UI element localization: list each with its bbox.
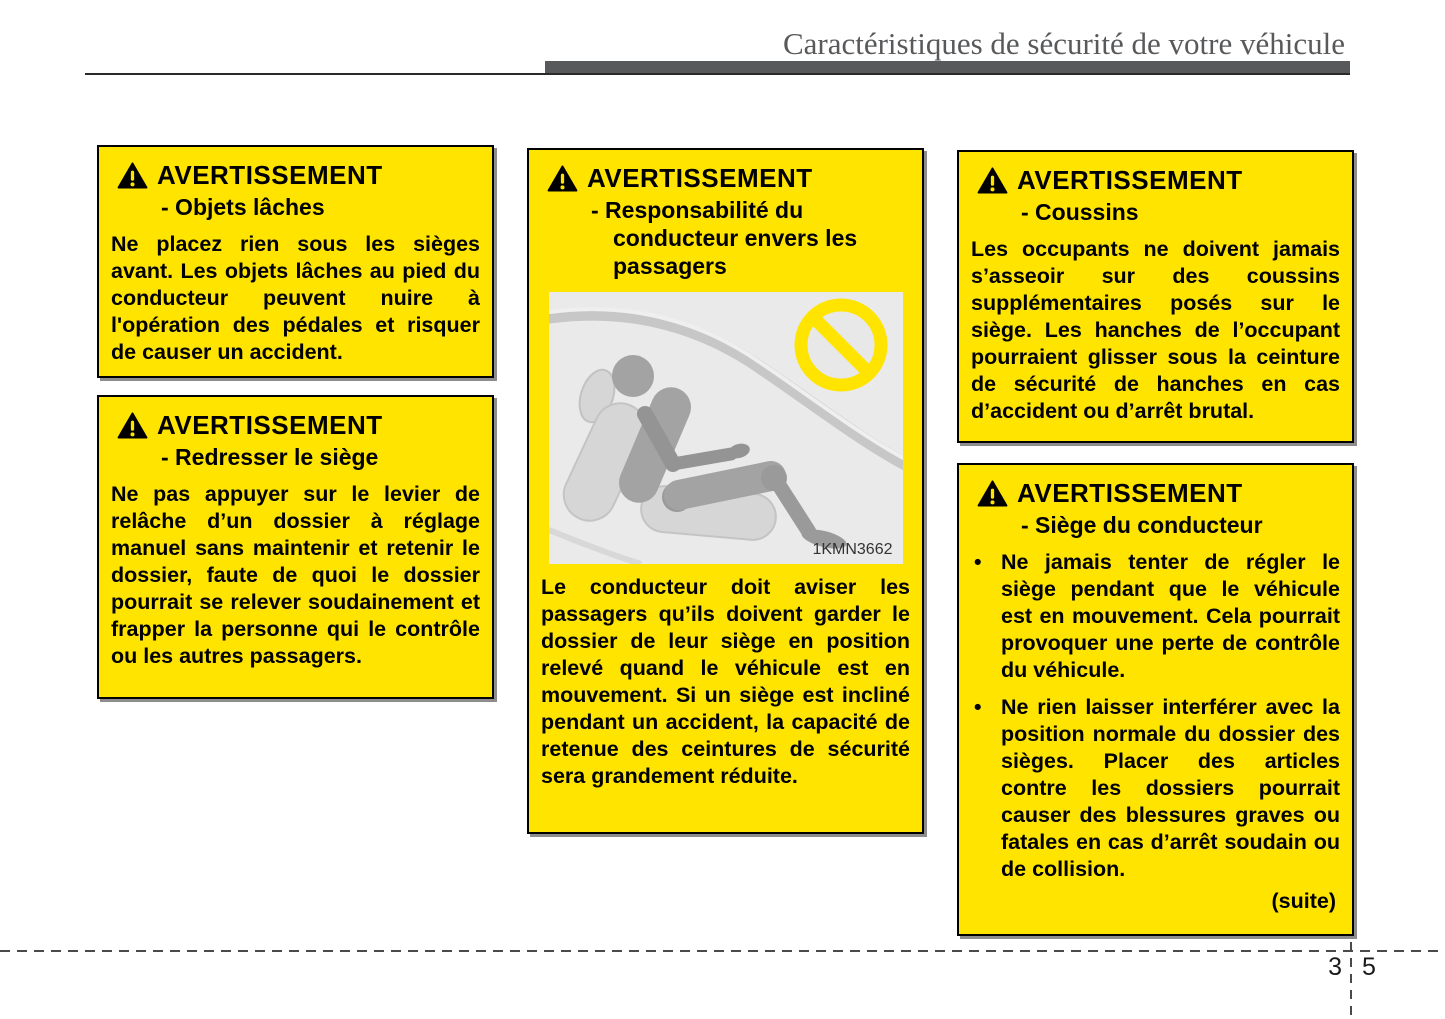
footer-section-number: 3 (1328, 953, 1342, 981)
warning-title: AVERTISSEMENT (1017, 478, 1243, 508)
footer-dashed-line-horizontal (0, 950, 1445, 952)
no-symbol-icon (801, 305, 881, 385)
warning-body: Ne placez rien sous les sièges avant. Les objets lâches au pied du conducteur peuvent nuire à l'opération des pédales et risquer de causer un accident. (111, 232, 480, 364)
warning-box-objets-laches (97, 145, 494, 378)
warning-triangle-icon (547, 165, 578, 192)
warning-body: Le conducteur doit aviser les passagers qu’ils doivent garder le dossier de leur siège en position relevé quand le véhicule est en mouvement. Si un siège est incliné pendant un accident, la capacité de retenue des ceintures de sécurité sera grandement réduite. (541, 575, 910, 788)
warning-subtitle: - Redresser le siège (161, 444, 379, 470)
warning-triangle-icon (977, 167, 1008, 194)
warning-heading (111, 409, 480, 441)
warning-heading (971, 477, 1340, 509)
warning-heading (541, 162, 910, 194)
warning-title: AVERTISSEMENT (587, 163, 813, 193)
warning-box-coussins (957, 150, 1354, 443)
warning-body: Les occupants ne doivent jamais s’asseoir sur des coussins supplémentaires posés sur le siège. Les hanches de l’occupant pourraient glisser sous la ceinture de sécurité de hanches en cas d’accident ou d’arrêt brutal. (971, 237, 1340, 423)
warning-body: Ne pas appuyer sur le levier de relâche d’un dossier à réglage manuel sans maintenir et retenir le dossier, faute de quoi le dossier pourrait se relever soudainement et frapper la personne qui le contrôle ou les autres passagers. (111, 482, 480, 668)
warning-title: AVERTISSEMENT (157, 410, 383, 440)
footer-dashed-line-vertical (1350, 942, 1352, 1019)
warning-subtitle: - Coussins (1021, 199, 1139, 225)
warning-subtitle: - Siège du conducteur (1021, 512, 1263, 538)
bullet-icon: • (974, 550, 982, 574)
bullet-item (971, 549, 1340, 684)
warning-subtitle: - Objets lâches (161, 194, 325, 220)
warning-bullet-text: Ne rien laisser interférer avec la position normale du dossier des sièges. Placer des articles contre les dossiers pourrait causer des blessures graves ou fatales en cas d’arrêt soudain ou de collision. (1001, 695, 1340, 881)
warning-box-redresser-siege (97, 395, 494, 699)
figure-code-caption: 1KMN3662 (812, 541, 893, 558)
warning-title: AVERTISSEMENT (1017, 165, 1243, 195)
bullet-item (971, 694, 1340, 883)
warning-box-responsabilite-conducteur (527, 148, 924, 834)
bullet-list (971, 549, 1340, 883)
bullet-icon: • (974, 695, 982, 719)
seat-recline-illustration (549, 292, 903, 564)
warning-bullet-text: Ne jamais tenter de régler le siège pendant que le véhicule est en mouvement. Cela pourrait provoquer une perte de contrôle du véhicule. (1001, 550, 1340, 682)
page-title: Caractéristiques de sécurité de votre véhicule (782, 26, 1345, 61)
warning-triangle-icon (117, 162, 148, 189)
footer-page-number: 5 (1362, 953, 1376, 981)
header-rule-line (85, 73, 1350, 75)
warning-heading (111, 159, 480, 191)
warning-triangle-icon (977, 480, 1008, 507)
warning-subtitle: - Responsabilité du conducteur envers les passagers (591, 197, 858, 279)
warning-title: AVERTISSEMENT (157, 160, 383, 190)
warning-triangle-icon (117, 412, 148, 439)
seat-recline-drawing (549, 292, 903, 564)
warning-heading (971, 164, 1340, 196)
continuation-marker: (suite) (1271, 889, 1336, 913)
warning-box-siege-conducteur (957, 463, 1354, 936)
